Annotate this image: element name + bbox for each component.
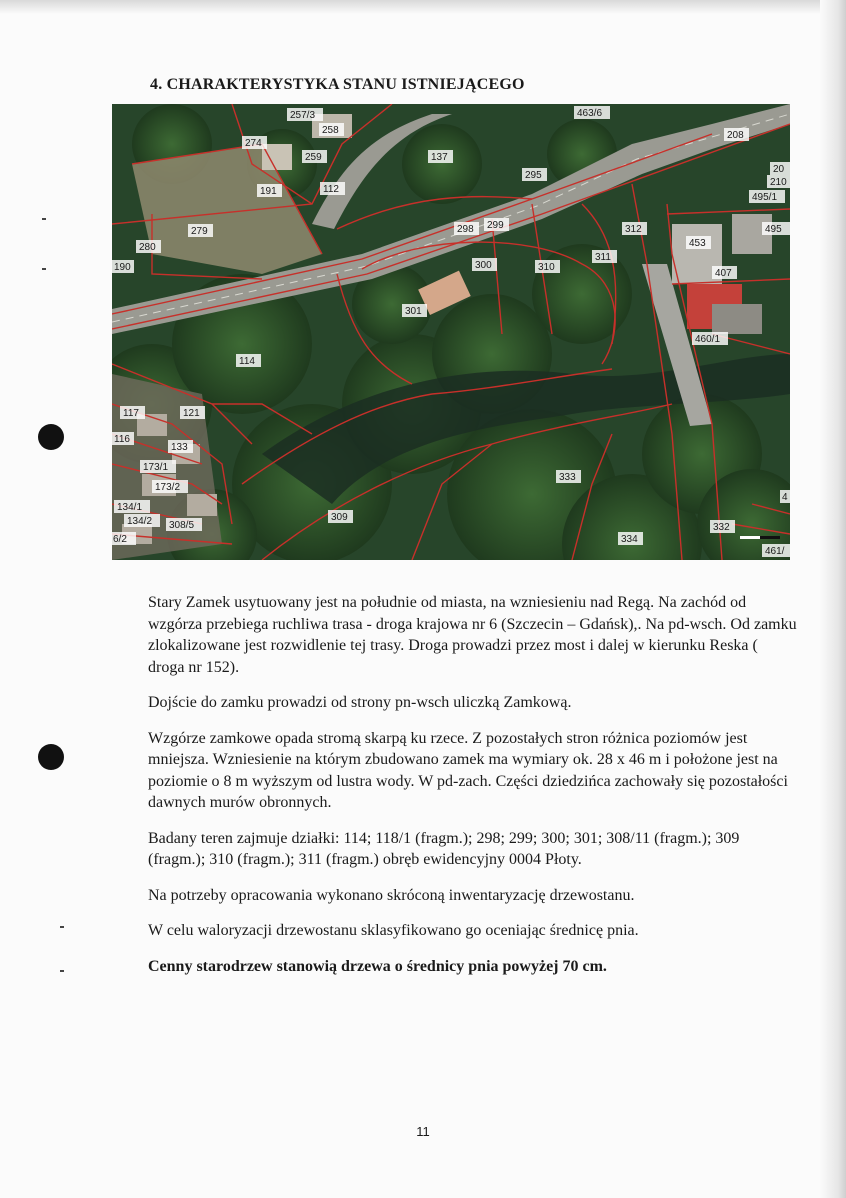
punch-hole-bottom <box>38 744 64 770</box>
parcel-label <box>574 106 610 119</box>
punch-hole-top <box>38 424 64 450</box>
parcel-label <box>166 518 202 531</box>
parcel-label <box>114 500 150 513</box>
svg-text:117: 117 <box>123 408 139 419</box>
parcel-label <box>112 432 134 445</box>
svg-text:310: 310 <box>538 262 555 273</box>
parcel-label <box>770 162 790 175</box>
parcel-label <box>168 440 193 453</box>
scan-mark <box>60 926 64 928</box>
parcel-label <box>287 108 323 121</box>
scan-mark <box>42 218 46 220</box>
parcel-label <box>140 460 176 473</box>
svg-text:133: 133 <box>171 442 188 453</box>
parcel-label <box>710 520 735 533</box>
parcel-label <box>328 510 353 523</box>
scan-mark <box>60 970 64 972</box>
svg-text:301: 301 <box>405 306 422 317</box>
svg-text:116: 116 <box>114 434 130 445</box>
paragraph-old-trees: Cenny starodrzew stanowią drzewa o średnicy pnia powyżej 70 cm. <box>148 957 607 975</box>
svg-text:258: 258 <box>322 125 339 136</box>
svg-text:463/6: 463/6 <box>577 108 603 119</box>
svg-text:274: 274 <box>245 138 262 149</box>
parcel-label <box>454 222 479 235</box>
svg-text:20: 20 <box>773 164 785 175</box>
parcel-label <box>556 470 581 483</box>
svg-text:280: 280 <box>139 242 156 253</box>
svg-text:460/1: 460/1 <box>695 334 721 345</box>
svg-text:259: 259 <box>305 152 322 163</box>
paragraph-hill: Wzgórze zamkowe opada stromą skarpą ku rzece. Z pozostałych stron różnica poziomów jest mniejsza. Wzniesienie na którym zbudowano zamek ma wymiary ok. 28 x 46 m i położone jest na poziomie o 8 m wyższym od lustra wody. W pd-zach. Części dziedzińca zachowały się pozostałości dawnych murów obronnych. <box>148 729 788 811</box>
parcel-label <box>712 266 737 279</box>
parcel-label <box>152 480 188 493</box>
svg-text:190: 190 <box>114 262 131 273</box>
svg-text:4: 4 <box>782 492 788 503</box>
parcel-label <box>180 406 205 419</box>
parcel-label <box>236 354 261 367</box>
parcel-label <box>428 150 453 163</box>
paragraph-inventory: Na potrzeby opracowania wykonano skróconą inwentaryzację drzewostanu. <box>148 886 635 904</box>
svg-text:257/3: 257/3 <box>290 110 316 121</box>
svg-text:295: 295 <box>525 170 542 181</box>
svg-text:495/1: 495/1 <box>752 192 778 203</box>
svg-text:311: 311 <box>595 252 611 263</box>
svg-text:191: 191 <box>260 186 277 197</box>
svg-text:121: 121 <box>183 408 200 419</box>
parcel-label <box>302 150 327 163</box>
paragraph-parcels: Badany teren zajmuje działki: 114; 118/1 (fragm.); 298; 299; 300; 301; 308/11 (fragm.); 309 (fragm.); 310 (fragm.); 311 (fragm.) obręb ewidencyjny 0004 Płoty. <box>148 829 740 868</box>
svg-text:453: 453 <box>689 238 706 249</box>
svg-text:210: 210 <box>770 177 787 188</box>
parcel-label <box>762 222 790 235</box>
paragraph-valuation: W celu waloryzacji drzewostanu sklasyfikowano go oceniając średnicę pnia. <box>148 922 639 939</box>
parcel-label <box>618 532 643 545</box>
svg-text:309: 309 <box>331 512 348 523</box>
svg-text:173/2: 173/2 <box>155 482 181 493</box>
scan-edge-right <box>820 0 846 1198</box>
parcel-label <box>120 406 145 419</box>
parcel-label <box>762 544 790 557</box>
parcel-label <box>692 332 728 345</box>
page-number: 11 <box>416 1124 430 1139</box>
scan-edge-top <box>0 0 846 14</box>
svg-text:333: 333 <box>559 472 576 483</box>
svg-text:298: 298 <box>457 224 474 235</box>
parcel-label <box>124 514 160 527</box>
svg-text:461/: 461/ <box>765 546 785 557</box>
svg-text:112: 112 <box>323 184 339 195</box>
parcel-label <box>535 260 560 273</box>
svg-text:299: 299 <box>487 220 504 231</box>
parcel-label <box>242 136 267 149</box>
parcel-label <box>484 218 509 231</box>
parcel-label <box>320 182 345 195</box>
svg-text:114: 114 <box>239 356 255 367</box>
paragraph-location: Stary Zamek usytuowany jest na południe od miasta, na wzniesieniu nad Regą. Na zachód od wzgórza przebiega ruchliwa trasa - droga krajowa nr 6 (Szczecin – Gdańsk),. Na pd-wsch. Od zamku zlokalizowane jest rozwidlenie tej trasy. Droga prowadzi przez most i dalej w kierunku Reska ( droga nr 152). <box>148 594 797 676</box>
parcel-label <box>472 258 497 271</box>
parcel-label <box>522 168 547 181</box>
parcel-label <box>686 236 711 249</box>
svg-text:308/5: 308/5 <box>169 520 195 531</box>
paragraph-access: Dojście do zamku prowadzi od strony pn-wsch uliczką Zamkową. <box>148 694 572 711</box>
parcel-label <box>112 260 134 273</box>
svg-text:300: 300 <box>475 260 492 271</box>
svg-text:495: 495 <box>765 224 782 235</box>
svg-text:407: 407 <box>715 268 732 279</box>
svg-text:134/2: 134/2 <box>127 516 153 527</box>
section-heading: 4. CHARAKTERYSTYKA STANU ISTNIEJĄCEGO <box>150 76 525 93</box>
parcel-label <box>136 240 161 253</box>
cadastral-aerial-map <box>112 104 790 560</box>
parcel-label <box>402 304 427 317</box>
parcel-label <box>188 224 213 237</box>
parcel-label <box>749 190 785 203</box>
parcel-label <box>319 123 344 136</box>
map-image <box>112 104 790 560</box>
parcel-label <box>592 250 617 263</box>
parcel-label <box>767 175 790 188</box>
parcel-label <box>622 222 647 235</box>
svg-text:312: 312 <box>625 224 642 235</box>
svg-text:334: 334 <box>621 534 638 545</box>
svg-text:332: 332 <box>713 522 730 533</box>
parcel-label <box>724 128 749 141</box>
svg-text:6/2: 6/2 <box>113 534 127 545</box>
parcel-label <box>112 532 136 545</box>
parcel-label <box>780 490 790 503</box>
svg-text:134/1: 134/1 <box>117 502 143 513</box>
parcel-label <box>257 184 282 197</box>
scan-mark <box>42 268 46 270</box>
svg-text:279: 279 <box>191 226 208 237</box>
svg-text:208: 208 <box>727 130 744 141</box>
svg-text:137: 137 <box>431 152 448 163</box>
body-text <box>148 592 798 991</box>
svg-text:173/1: 173/1 <box>143 462 169 473</box>
